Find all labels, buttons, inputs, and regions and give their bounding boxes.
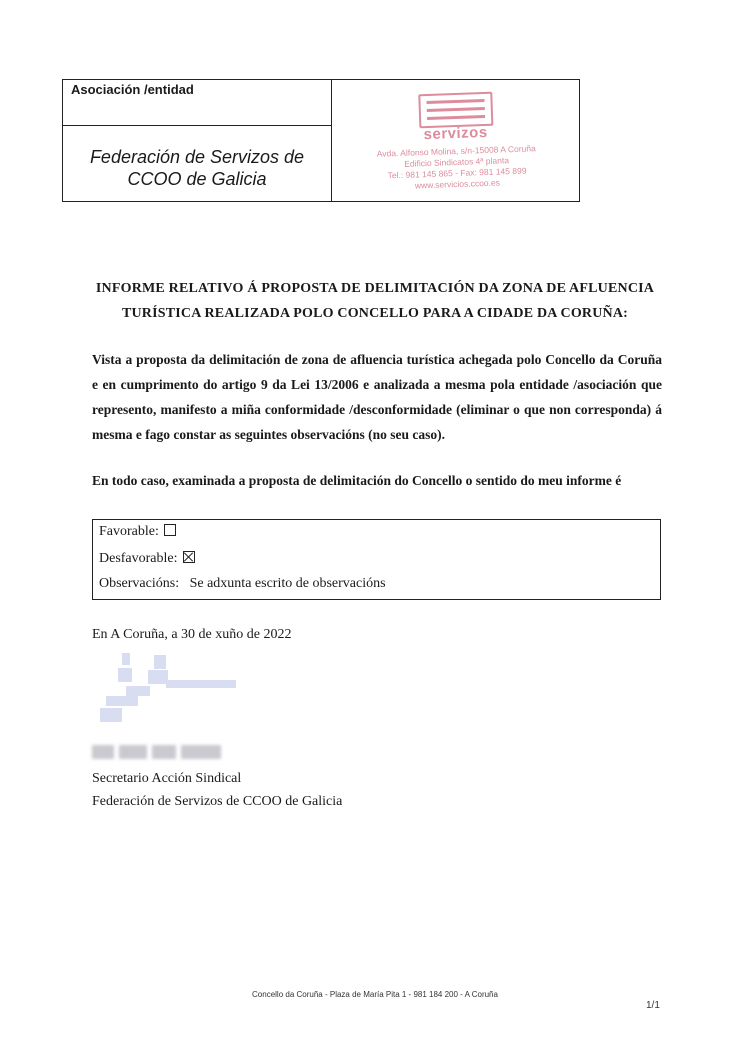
entity-label: Asociación /entidad — [71, 82, 194, 97]
observations-row — [99, 574, 386, 594]
report-paragraph: Vista a proposta da delimitación de zona de afluencia turística achegada polo Concello da Coruña e en cumprimento do artigo 9 da Lei 13/2006 e analizada a mesma pola entidade /asociación que represento, manifesto a miña conformidade /desconformidade (eliminar o que non corresponda) á mesma e fago constar as seguintes observacións (no seu caso). — [92, 352, 662, 442]
signatory-role: Secretario Acción Sindical — [92, 771, 242, 786]
report-title-line1: INFORME RELATIVO Á PROPOSTA DE DELIMITACIÓN DA ZONA DE AFLUENCIA — [95, 281, 655, 296]
signatory-block — [92, 767, 342, 813]
report-conclusion-line: En todo caso, examinada a proposta de delimitación do Concello o sentido do meu informe é — [92, 473, 622, 488]
report-title — [60, 276, 690, 326]
organization-stamp — [331, 86, 581, 203]
entity-name-line2: CCOO de Galicia — [127, 169, 267, 189]
stamp-logo — [418, 92, 493, 129]
unfavorable-label: Desfavorable: — [99, 551, 178, 566]
entity-name-line1: Federación de Servizos de — [89, 147, 305, 167]
page-number: 1/1 — [646, 1000, 660, 1011]
favorable-label: Favorable: — [99, 524, 159, 539]
entity-header-table — [62, 79, 580, 202]
entity-label-cell — [63, 80, 331, 126]
entity-name — [63, 146, 331, 190]
stamp-address-line1: Avda. Alfonso Molina, s/n-15008 A Coruña — [376, 143, 536, 159]
entity-cell — [63, 80, 332, 201]
unfavorable-checkbox[interactable] — [183, 551, 195, 563]
report-title-line2: TURÍSTICA REALIZADA POLO CONCELLO PARA A CIDADE DA CORUÑA: — [121, 306, 629, 321]
page-footer: Concello da Coruña - Plaza de María Pita 1 - 981 184 200 - A Coruña — [252, 990, 498, 999]
date-line: En A Coruña, a 30 de xuño de 2022 — [92, 627, 292, 642]
report-result-box — [92, 519, 661, 600]
stamp-brand: servizos — [423, 123, 488, 144]
favorable-checkbox[interactable] — [164, 524, 176, 536]
stamp-address-line2: Edificio Sindicatos 4ª planta — [404, 155, 510, 169]
favorable-row — [99, 522, 176, 542]
signatory-organization: Federación de Servizos de CCOO de Galicia — [92, 794, 343, 809]
stamp-web: www.servicios.ccoo.es — [414, 177, 501, 191]
unfavorable-row — [99, 549, 195, 569]
observations-label: Observacións: — [99, 576, 180, 591]
redacted-signature — [96, 650, 246, 730]
observations-value: Se adxunta escrito de observacións — [189, 576, 386, 591]
stamp-phone: Tel.: 981 145 865 - Fax: 981 145 899 — [387, 165, 527, 181]
redacted-name — [92, 745, 240, 761]
